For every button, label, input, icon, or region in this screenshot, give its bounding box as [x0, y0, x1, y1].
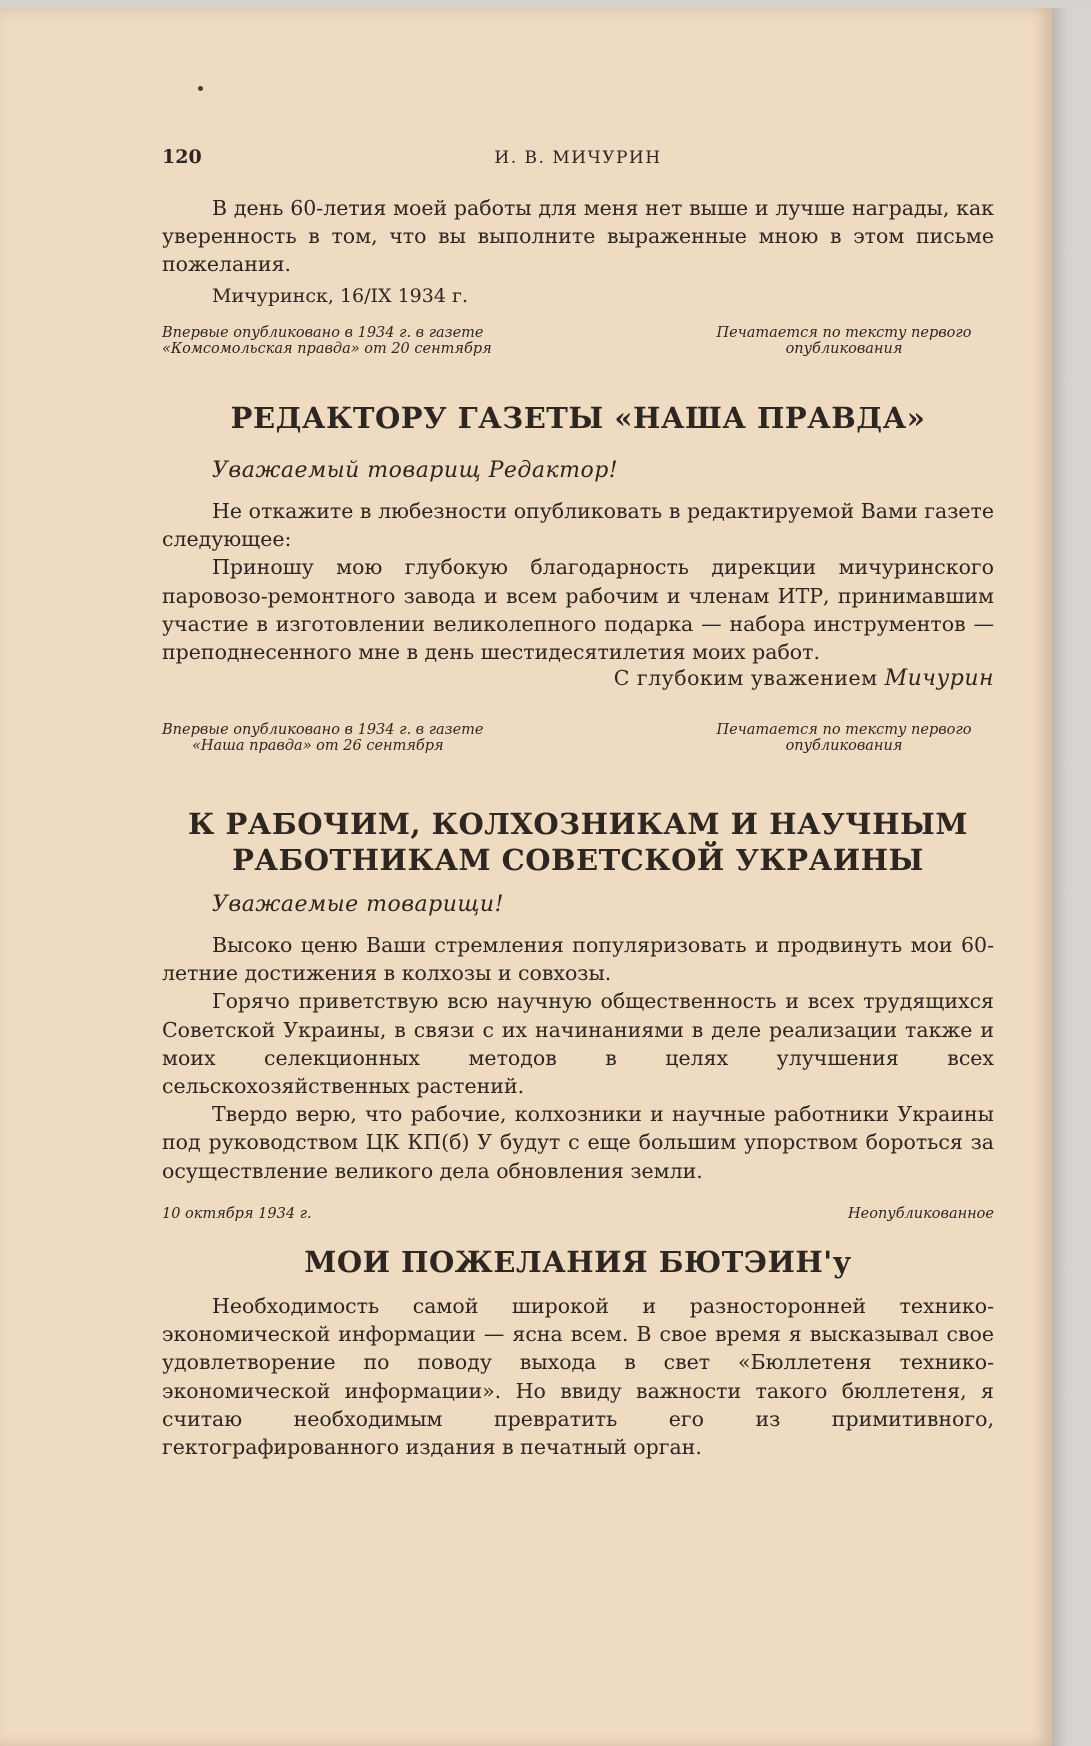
note-left-line: Впервые опубликовано в 1934 г. в газете	[162, 325, 484, 341]
note-right-line: опубликования	[785, 341, 903, 357]
section-butein-body	[162, 1292, 994, 1461]
note-left-line: «Наша правда» от 26 сентября	[192, 738, 444, 754]
section-editor-letter	[162, 400, 994, 436]
note-status: Неопубликованное	[847, 1206, 994, 1222]
section-ukraine-body	[162, 892, 994, 1185]
page-header	[162, 146, 994, 176]
paragraph: Не откажите в любезности опубликовать в редактируемой Вами газете следующее:	[162, 499, 994, 552]
page-number: 120	[162, 146, 202, 168]
paragraph: Горячо приветствую всю научную общественность и всех трудящихся Советской Украины, в связи с их начинаниями в деле реализации также и моих селекционных методов в целях улучшения всех сельскохозяйственных растений.	[162, 989, 994, 1099]
ink-speck	[198, 86, 203, 91]
note-right-line: Печатается по тексту первого	[716, 325, 972, 341]
section-title: РЕДАКТОРУ ГАЗЕТЫ «НАША ПРАВДА»	[230, 401, 926, 435]
paragraph: Высоко ценю Ваши стремления популяризовать и продвинуть мои 60-летние достижения в колхозы и совхозы.	[162, 933, 994, 986]
running-title: И. В. МИЧУРИН	[494, 148, 662, 168]
note-right-line: опубликования	[785, 738, 903, 754]
publication-notes	[162, 325, 994, 357]
publication-notes	[162, 722, 994, 754]
note-left-line: «Комсомольская правда» от 20 сентября	[162, 341, 492, 357]
note-left-line: Впервые опубликовано в 1934 г. в газете	[162, 722, 484, 738]
salutation: Уважаемые товарищи!	[212, 892, 504, 917]
section-title-line: РАБОТНИКАМ СОВЕТСКОЙ УКРАИНЫ	[232, 843, 924, 877]
page-edge	[1052, 8, 1091, 1746]
paragraph: Необходимость самой широкой и разносторонней технико-экономической информации — ясна всем. В свое время я высказывал свое удовлетворение по поводу выхода в свет «Бюллетеня технико-экономической информации». Но ввиду важности такого бюллетеня, я считаю необходимым превратить его из примитивного, гектографированного издания в печатный орган.	[162, 1294, 994, 1460]
note-date: 10 октября 1934 г.	[162, 1206, 312, 1222]
section-ukraine-letter	[162, 806, 994, 878]
closing: С глубоким уважением	[613, 666, 878, 691]
section-title: МОИ ПОЖЕЛАНИЯ БЮТЭИН'у	[304, 1245, 852, 1279]
note-right-line: Печатается по тексту первого	[716, 722, 972, 738]
publication-notes	[162, 1206, 994, 1222]
section-title-line: К РАБОЧИМ, КОЛХОЗНИКАМ И НАУЧНЫМ	[188, 807, 968, 841]
place-date: Мичуринск, 16/IX 1934 г.	[212, 284, 468, 307]
section-letter-end	[162, 194, 994, 307]
closing-line	[162, 666, 994, 691]
section-butein	[162, 1244, 994, 1280]
signature: Мичурин	[884, 666, 994, 692]
paragraph: Приношу мою глубокую благодарность дирекции мичуринского паровозо-ремонтного завода и всем рабочим и членам ИТР, принимавшим участие в изготовлении великолепного подарка — набора инструментов — преподнесенного мне в день шестидесятилетия моих работ.	[162, 555, 994, 665]
salutation: Уважаемый товарищ Редактор!	[212, 458, 619, 483]
section-editor-body	[162, 458, 994, 691]
paragraph: В день 60-летия моей работы для меня нет выше и лучше награды, как уверенность в том, что вы выполните выраженные мною в этом письме пожелания.	[162, 196, 994, 277]
paragraph: Твердо верю, что рабочие, колхозники и научные работники Украины под руководством ЦК КП(б) У будут с еще большим упорством бороться за осуществление великого дела обновления земли.	[162, 1102, 994, 1183]
